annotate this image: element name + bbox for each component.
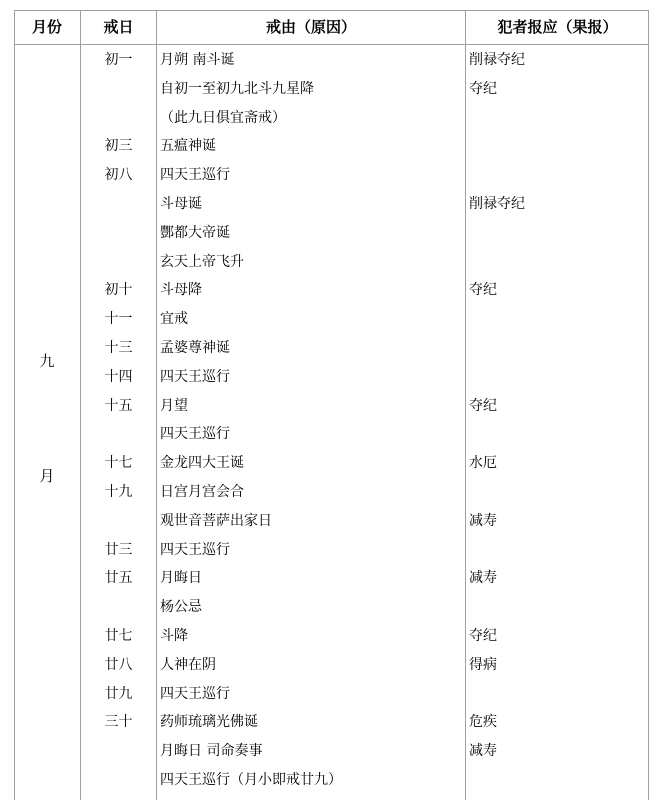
table-row — [0, 161, 666, 189]
day-cell: 初十 — [104, 282, 133, 298]
table-row — [0, 305, 666, 333]
table-row — [0, 651, 666, 679]
result-cell: 夺纪 — [469, 628, 497, 644]
reason-cell: 斗降 — [160, 628, 188, 644]
table-row — [0, 334, 666, 362]
result-cell: 水厄 — [469, 455, 497, 471]
table-row — [0, 132, 666, 160]
table-row — [0, 449, 666, 477]
table-row — [0, 766, 666, 794]
result-cell: 减寿 — [469, 743, 497, 759]
result-cell: 得病 — [469, 657, 497, 673]
day-cell: 十五 — [104, 398, 133, 414]
reason-cell: 药师琉璃光佛诞 — [160, 714, 258, 730]
result-cell: 减寿 — [469, 570, 497, 586]
reason-cell: 四天王巡行 — [160, 369, 230, 385]
day-cell: 十四 — [104, 369, 133, 385]
reason-cell: 人神在阴 — [160, 657, 216, 673]
day-cell: 十一 — [104, 311, 133, 327]
table-row — [0, 46, 666, 74]
reason-cell: 月晦日 — [160, 570, 202, 586]
header-result: 犯者报应（果报） — [497, 18, 618, 36]
table-row — [0, 737, 666, 765]
day-cell: 十三 — [104, 340, 133, 356]
reason-cell: 四天王巡行 — [160, 167, 230, 183]
table-row — [0, 363, 666, 391]
table-row — [0, 420, 666, 448]
header-divider — [14, 44, 649, 45]
table-row — [0, 593, 666, 621]
reason-cell: 金龙四大王诞 — [160, 455, 244, 471]
reason-cell: 玄天上帝飞升 — [160, 254, 244, 270]
table-row — [0, 680, 666, 708]
reason-cell: 四天王巡行 — [160, 686, 230, 702]
day-cell: 初三 — [104, 138, 133, 154]
day-cell: 初八 — [104, 167, 133, 183]
table-row — [0, 536, 666, 564]
month-label-char: 月 — [39, 467, 55, 485]
result-cell: 削禄夺纪 — [469, 52, 525, 68]
table-row — [0, 478, 666, 506]
table-row — [0, 219, 666, 247]
reason-cell: （此九日俱宜斋戒） — [160, 110, 286, 126]
reason-cell: 日宫月宫会合 — [160, 484, 244, 500]
table-row — [0, 564, 666, 592]
table-row — [0, 276, 666, 304]
result-cell: 危疾 — [469, 714, 497, 730]
reason-cell: 四天王巡行 — [160, 426, 230, 442]
reason-cell: 四天王巡行（月小即戒廿九） — [160, 772, 342, 788]
day-cell: 三十 — [104, 714, 133, 730]
header-month: 月份 — [31, 18, 62, 36]
day-cell: 廿七 — [104, 628, 133, 644]
day-cell: 廿八 — [104, 657, 133, 673]
result-cell: 夺纪 — [469, 282, 497, 298]
reason-cell: 五瘟神诞 — [160, 138, 216, 154]
reason-cell: 月望 — [160, 398, 188, 414]
table-row — [0, 708, 666, 736]
reason-cell: 月晦日 司命奏事 — [160, 743, 263, 759]
header-reason: 戒由（原因） — [265, 18, 356, 36]
reason-cell: 观世音菩萨出家日 — [160, 513, 272, 529]
day-cell: 初一 — [104, 52, 133, 68]
result-cell: 夺纪 — [469, 398, 497, 414]
day-cell: 十七 — [104, 455, 133, 471]
header-day: 戒日 — [103, 18, 134, 36]
table-row — [0, 622, 666, 650]
table-row — [0, 104, 666, 132]
table-row — [0, 392, 666, 420]
table-row — [0, 507, 666, 535]
table-row — [0, 248, 666, 276]
day-cell: 廿三 — [104, 542, 133, 558]
reason-cell: 杨公忌 — [160, 599, 202, 615]
result-cell: 夺纪 — [469, 81, 497, 97]
result-cell: 削禄夺纪 — [469, 196, 525, 212]
reason-cell: 自初一至初九北斗九星降 — [160, 81, 314, 97]
reason-cell: 月朔 南斗诞 — [160, 52, 235, 68]
day-cell: 廿五 — [104, 570, 133, 586]
month-label-char: 九 — [39, 352, 55, 370]
reason-cell: 斗母降 — [160, 282, 202, 298]
table-row — [0, 75, 666, 103]
reason-cell: 斗母诞 — [160, 196, 202, 212]
result-cell: 减寿 — [469, 513, 497, 529]
reason-cell: 四天王巡行 — [160, 542, 230, 558]
reason-cell: 宜戒 — [160, 311, 188, 327]
day-cell: 十九 — [104, 484, 133, 500]
table-row — [0, 190, 666, 218]
day-cell: 廿九 — [104, 686, 133, 702]
reason-cell: 孟婆尊神诞 — [160, 340, 230, 356]
reason-cell: 酆都大帝诞 — [160, 225, 230, 241]
